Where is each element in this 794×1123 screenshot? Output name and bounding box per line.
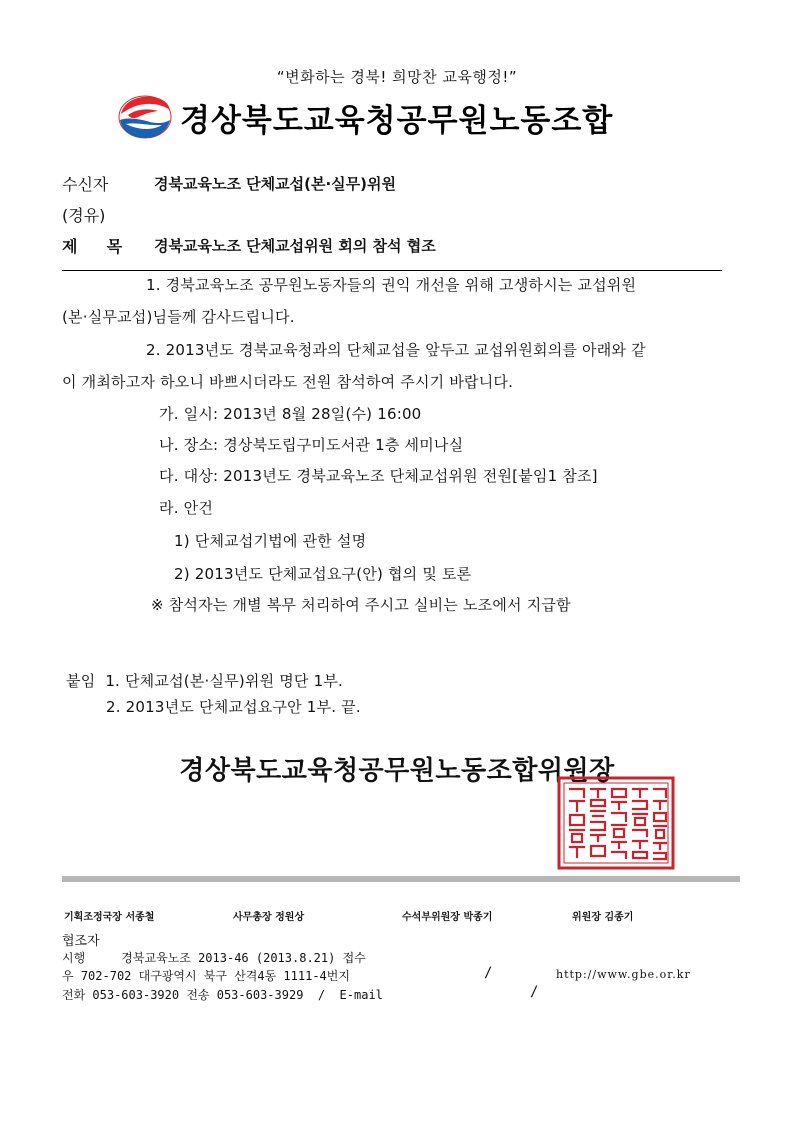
- agenda-item-1: 1) 단체교섭기법에 관한 설명: [174, 532, 367, 550]
- address-separator: /: [484, 965, 493, 981]
- item-agenda: 라. 안건: [159, 499, 214, 517]
- sender-title: 경상북도교육청공무원노동조합위원장: [179, 756, 615, 786]
- subject-label: 제 목: [62, 237, 129, 256]
- organization-name: 경상북도교육청공무원노동조합: [180, 102, 614, 139]
- item-date: 가. 일시: 2013년 8월 28일(수) 16:00: [159, 405, 422, 423]
- attachment-1: 붙임 1. 단체교섭(본·실무)위원 명단 1부.: [66, 672, 343, 690]
- note: ※ 참석자는 개별 복무 처리하여 주시고 실비는 노조에서 지급함: [151, 596, 571, 614]
- signature-divider: [62, 876, 740, 882]
- item-place: 나. 장소: 경상북도립구미도서관 1층 세미나실: [159, 436, 464, 454]
- cooperator-label: 협조자: [62, 934, 100, 949]
- header-divider: [62, 270, 722, 271]
- paragraph-1-line-2: (본·실무교섭)님들께 감사드립니다.: [62, 308, 295, 326]
- recipient-label: 수신자: [62, 175, 109, 194]
- contact-line: 전화 053-603-3920 전송 053-603-3929 / E-mail: [62, 988, 383, 1002]
- recipient-value: 경북교육노조 단체교섭(본·실무)위원: [154, 175, 396, 193]
- item-target: 다. 대상: 2013년도 경북교육노조 단체교섭위원 전원[붙임1 참조]: [159, 467, 598, 485]
- contact-separator: /: [530, 984, 539, 1000]
- subject-value: 경북교육노조 단체교섭위원 회의 참석 협조: [154, 237, 436, 255]
- homepage-url: http://www.gbe.or.kr: [556, 968, 691, 981]
- paragraph-2-line-1: 2. 2013년도 경북교육청과의 단체교섭을 앞두고 교섭위원회의를 아래와 같: [146, 341, 646, 359]
- paragraph-1-line-1: 1. 경북교육노조 공무원노동자들의 권익 개선을 위해 고생하시는 교섭위원: [146, 276, 637, 294]
- enforcement-line: 시행 경북교육노조 2013-46 (2013.8.21) 접수: [62, 951, 366, 965]
- union-logo-icon: [118, 94, 172, 140]
- postal-address: 우 702-702 대구광역시 북구 산격4동 1111-4번지: [62, 969, 350, 983]
- signature-vice-chair: 수석부위원장 박종기: [402, 912, 493, 923]
- attachment-2: 2. 2013년도 단체교섭요구안 1부. 끝.: [106, 698, 361, 716]
- agenda-item-2: 2) 2013년도 단체교섭요구(안) 협의 및 토론: [174, 565, 472, 583]
- paragraph-2-line-2: 이 개최하고자 하오니 바쁘시더라도 전원 참석하여 주시기 바랍니다.: [62, 373, 514, 391]
- letterhead: [118, 92, 613, 142]
- signature-planning-director: 기획조정국장 서종철: [64, 912, 155, 923]
- slogan: “변화하는 경북! 희망찬 교육행정!”: [276, 68, 518, 86]
- via-label: (경유): [62, 206, 106, 225]
- official-seal: [557, 776, 675, 870]
- signature-chair: 위원장 김종기: [572, 912, 634, 923]
- signature-secretary-general: 사무총장 정원상: [233, 912, 305, 923]
